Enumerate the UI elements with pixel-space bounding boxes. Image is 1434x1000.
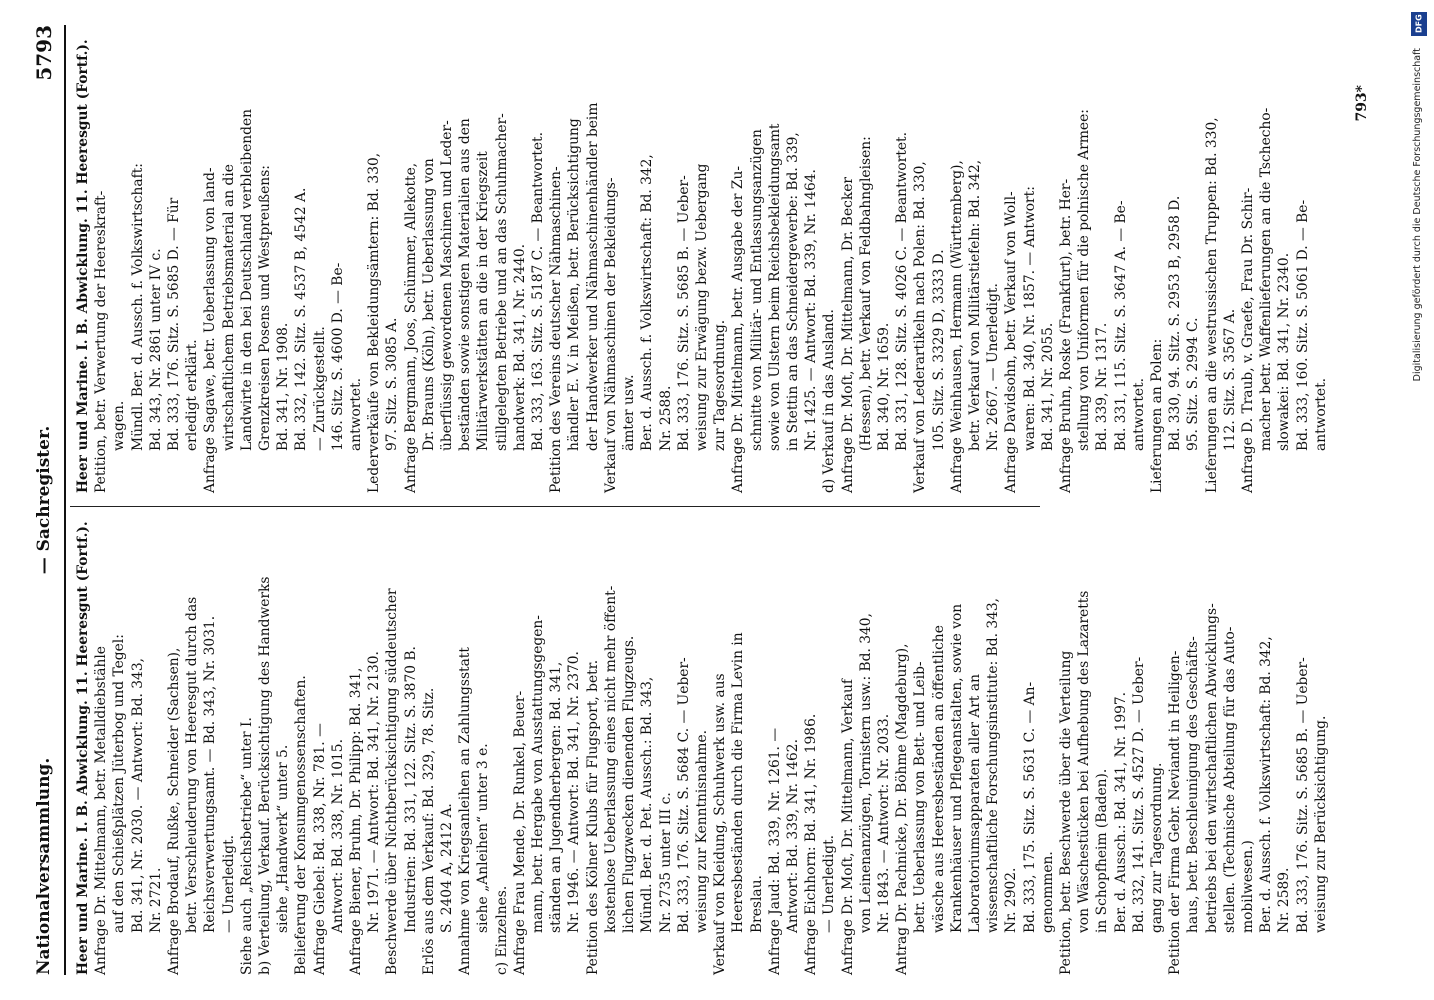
- register-line: antwortet.: [1130, 377, 1147, 451]
- register-line: Anfrage Davidsohn, betr. Verkauf von Woll-: [1003, 191, 1020, 493]
- register-line: (Hessen), betr. Verkauf von Feldbahngleisen:: [857, 136, 874, 451]
- register-line: Anfrage Jaud: Bd. 339, Nr. 1261. —: [766, 727, 783, 975]
- register-line: Reichsverwertungsamt. — Bd. 343, Nr. 3031.: [202, 615, 219, 933]
- register-line: Heeresbeständen durch die Firma Levin in: [730, 632, 747, 933]
- register-line: mann, betr. Hergabe von Ausstattungsgegen-: [530, 615, 547, 933]
- register-line: schnitte von Militär- und Entlassungsanzügen: [748, 129, 765, 451]
- register-line: Nr. 2589.: [1276, 867, 1293, 933]
- register-line: weisung zur Kenntnisnahme.: [693, 729, 710, 933]
- register-line: genommen.: [1039, 851, 1056, 933]
- register-line: Verkauf von Nähmaschinen der Bekleidungs-: [602, 177, 619, 493]
- left-column-lines: [92, 520, 1330, 975]
- register-line: weisung zur Erwägung bezw. Uebergang: [693, 163, 710, 451]
- register-line: Industrien: Bd. 331, 122. Sitz. S. 3870 B.: [402, 646, 419, 933]
- register-line: Bd. 333, 176. Sitz. S. 5684 C. — Ueber-: [675, 657, 692, 933]
- register-line: zur Tagesordnung.: [712, 319, 729, 451]
- register-line: Nr. 2902.: [1003, 867, 1020, 933]
- register-line: Bd. 330, 94. Sitz. S. 2953 B, 2958 D.: [1167, 195, 1184, 451]
- register-line: Anfrage Biener, Bruhn, Dr. Philipp: Bd. 341,: [348, 667, 365, 975]
- register-line: mobilwesen.): [1240, 840, 1256, 933]
- register-line: haus, betr. Beschleunigung des Geschäfts-: [1185, 636, 1202, 933]
- register-line: betr. Verschleuderung von Heeresgut durch das: [184, 596, 201, 933]
- right-column: [74, 25, 1340, 493]
- right-heading-rest: I. B. Abwicklung. 11. Heeresgut (Fortf.).: [75, 39, 91, 351]
- register-line: Belieferung der Konsumgenossenschaften.: [293, 675, 310, 975]
- register-line: beständen sowie sonstigen Materialien aus den: [457, 118, 474, 451]
- register-line: siehe „Anleihen“ unter 3 e.: [475, 743, 492, 933]
- register-line: Nr. 2588.: [657, 385, 674, 451]
- register-line: Bd. 333, 163. Sitz. S. 5187 C. — Beantwortet.: [530, 132, 547, 451]
- register-line: weisung zur Berücksichtigung.: [1312, 715, 1329, 933]
- register-line: wagen.: [111, 400, 128, 451]
- register-line: Ber. d. Aussch. f. Volkswirtschaft: Bd. 342,: [639, 154, 656, 451]
- register-line: Lederverkäufe von Bekleidungsämtern: Bd. 330,: [366, 152, 383, 493]
- register-line: sowie von Ulstern beim Reichsbekleidungsamt: [766, 123, 783, 451]
- right-column-heading: [74, 25, 92, 493]
- register-line: Anfrage Dr. Moſt, Dr. Mittelmann, Verkauf: [839, 679, 856, 975]
- register-line: Mündl. Ber. d. Pet. Aussch.: Bd. 343,: [639, 676, 656, 933]
- register-line: waren: Bd. 340, Nr. 1857. — Antwort:: [1021, 186, 1038, 451]
- column-divider: [70, 506, 1040, 507]
- register-line: Grenzkreisen Posens und Westpreußens:: [257, 165, 274, 451]
- register-line: stellung von Uniformen für die polnische Armee:: [1076, 109, 1093, 451]
- register-line: Bd. 341, Nr. 2030. — Antwort: Bd. 343,: [129, 658, 146, 933]
- dfg-logo-icon: DFG: [1411, 12, 1427, 36]
- register-line: b) Verteilung, Verkauf. Berücksichtigung des Handwerks: [257, 576, 274, 975]
- register-line: wissenschaftliche Forschungsinstitute: Bd. 343,: [985, 597, 1002, 933]
- left-heading-bold: Heer und Marine.: [75, 837, 91, 975]
- register-line: Nr. 2735 unter III c.: [657, 792, 674, 933]
- register-line: d) Verkauf in das Ausland.: [821, 309, 838, 493]
- register-line: Lieferungen an die westrussischen Truppen: Bd. 330,: [1203, 117, 1220, 493]
- register-line: Bd. 332, 141. Sitz. S. 4527 D. — Ueber-: [1130, 656, 1147, 933]
- register-line: Bd. 341, Nr. 2055.: [1039, 322, 1056, 451]
- register-line: in Stettin an das Schneidergewerbe: Bd. 339,: [784, 132, 801, 451]
- register-line: Bd. 332, 142. Sitz. S. 4537 B, 4542 A.: [293, 187, 310, 451]
- register-line: 97. Sitz. S. 3085 A.: [384, 317, 401, 451]
- register-line: Anfrage Dr. Mittelmann, betr. Ausgabe der Zu-: [730, 165, 747, 493]
- register-line: slowakei: Bd. 341, Nr. 2340.: [1276, 252, 1293, 451]
- register-line: Verkauf von Kleidung, Schuhwerk usw. aus: [712, 673, 729, 975]
- register-line: Breslau.: [748, 875, 765, 933]
- register-line: Nr. 1971. — Antwort: Bd. 341, Nr. 2130.: [366, 651, 383, 933]
- register-line: Petition des Kölner Klubs für Flugsport, betr.: [584, 659, 601, 975]
- register-line: Nr. 1946. — Antwort: Bd. 341, Nr. 2370.: [566, 651, 583, 933]
- register-line: betr. Verkauf von Militärstiefeln: Bd. 342,: [966, 159, 983, 451]
- register-line: der Handwerker und Nähmaschinenhändler beim: [584, 102, 601, 451]
- register-line: Antwort: Bd. 339, Nr. 1462.: [784, 739, 801, 933]
- register-line: Laboratoriumsapparaten aller Art an: [966, 674, 983, 933]
- register-line: 105. Sitz. S. 3329 D, 3333 D.: [930, 249, 947, 451]
- register-line: Anfrage Frau Mende, Dr. Runkel, Beuer-: [511, 690, 528, 975]
- register-line: handwerk: Bd. 341, Nr. 2440.: [511, 243, 528, 451]
- register-line: Bd. 333, 176. Sitz. S. 5685 B. — Ueber-: [1294, 657, 1311, 933]
- register-line: auf den Schießplätzen Jüterbog und Tegel:: [111, 634, 128, 933]
- register-line: Nr. 2667. — Unerledigt.: [985, 283, 1002, 451]
- register-line: Bd. 333, 176. Sitz. S. 5685 B. — Ueber-: [675, 175, 692, 451]
- digitization-credit: Digitalisierung gefördert durch die Deutsche Forschungsgemeinschaft: [1412, 48, 1423, 382]
- register-line: Militärwerkstätten an die in der Kriegszeit: [475, 151, 492, 451]
- register-line: Lieferungen an Polen:: [1148, 338, 1165, 493]
- register-line: betr. Ueberlassung von Bett- und Leib-: [912, 661, 929, 933]
- register-line: — Unerledigt.: [821, 834, 838, 933]
- register-line: Bd. 341, Nr. 1908.: [275, 322, 292, 451]
- register-line: 146. Sitz. S. 4600 D. — Be-: [329, 262, 346, 451]
- register-line: Anfrage D. Traub, v. Graefe, Frau Dr. Schir-: [1240, 187, 1256, 493]
- register-line: Anfrage Weinhausen, Hermann (Württemberg),: [948, 160, 965, 493]
- register-line: kostenlose Ueberlassung eines nicht mehr öffent-: [602, 585, 619, 933]
- register-line: Bd. 331, 115. Sitz. S. 3647 A. — Be-: [1112, 200, 1129, 451]
- register-line: Nr. 2721.: [147, 867, 164, 933]
- register-line: Erlös aus dem Verkauf: Bd. 329, 78. Sitz.: [420, 687, 437, 975]
- register-line: Anfrage Eichhorn: Bd. 341, Nr. 1986.: [803, 713, 820, 975]
- register-line: Bd. 333, 176. Sitz. S. 5685 D. — Für: [166, 197, 183, 451]
- page-footnote: 793*: [1354, 85, 1370, 122]
- register-line: Antrag Dr. Pachnicke, Dr. Böhme (Magdeburg),: [894, 643, 911, 975]
- register-line: S. 2404 A, 2412 A.: [439, 803, 456, 933]
- header-left: Nationalversammlung.: [34, 757, 54, 975]
- register-line: Anfrage Sagawe, betr. Ueberlassung von land-: [202, 167, 219, 493]
- register-line: erledigt erklärt.: [184, 339, 201, 451]
- register-line: Anfrage Dr. Mittelmann, betr. Metalldiebstähle: [93, 646, 110, 975]
- register-line: in Schopfheim (Baden).: [1094, 768, 1111, 933]
- right-heading-bold: Heer und Marine.: [75, 355, 91, 493]
- register-line: Nr. 1843. — Antwort: Nr. 2033.: [875, 713, 892, 933]
- digitization-sidebar: [1408, 8, 1432, 993]
- register-line: stellen. (Technische Abteilung für das Auto-: [1221, 626, 1238, 933]
- register-line: betriebs bei den wirtschaftlichen Abwicklungs-: [1203, 603, 1220, 933]
- rotated-page: [30, 25, 1370, 975]
- register-line: Bd. 340, Nr. 1659.: [875, 322, 892, 451]
- register-line: Beschwerde über Nichtberücksichtigung süddeutscher: [384, 588, 401, 975]
- register-line: wäsche aus Heeresbeständen an öffentliche: [930, 625, 947, 933]
- register-line: Anfrage Bergmann, Joos, Schümmer, Allekotte,: [402, 162, 419, 493]
- register-line: Ber. d. Aussch.: Bd. 341, Nr. 1997.: [1112, 691, 1129, 933]
- page-number: 5793: [32, 25, 56, 81]
- right-column-lines: [92, 25, 1330, 493]
- register-line: wirtschaftlichem Betriebsmaterial an die: [220, 164, 237, 451]
- register-line: Bd. 339, Nr. 1317.: [1094, 322, 1111, 451]
- register-line: antwortet.: [348, 377, 365, 451]
- register-line: 95. Sitz. S. 2994 C.: [1185, 317, 1202, 451]
- register-line: macher betr. Waffenlieferungen an die Tschecho-: [1258, 107, 1275, 451]
- register-line: Krankenhäuser und Pflegeanstalten, sowie von: [948, 603, 965, 933]
- register-line: Bd. 333, 175. Sitz. S. 5631 C. — An-: [1021, 681, 1038, 933]
- register-line: Anfrage Brodauf, Rußke, Schneider (Sachsen),: [166, 647, 183, 975]
- register-line: Bd. 331, 128. Sitz. S. 4026 C. — Beantwortet.: [894, 132, 911, 451]
- running-header: [30, 25, 66, 975]
- register-line: Antwort: Bd. 338, Nr. 1015.: [329, 739, 346, 933]
- register-line: Anfrage Bruhn, Roske (Frankfurt), betr. Her-: [1057, 178, 1074, 493]
- header-center: — Sachregister.: [34, 425, 54, 575]
- register-line: Bd. 343, Nr. 2861 unter IV c.: [147, 248, 164, 451]
- register-line: Nr. 1425. — Antwort: Bd. 339, Nr. 1464.: [803, 169, 820, 451]
- register-line: Siehe auch „Reichsbetriebe“ unter I.: [238, 717, 255, 975]
- register-line: von Leinenanzügen, Tornistern usw.: Bd. 340,: [857, 613, 874, 933]
- register-line: Landwirte in den bei Deutschland verbleibenden: [238, 109, 255, 451]
- register-line: Dr. Brauns (Köln), betr. Ueberlassung von: [420, 158, 437, 451]
- register-line: c) Einzelnes.: [493, 885, 510, 975]
- register-line: überflüssig gewordenen Maschinen und Leder-: [439, 120, 456, 451]
- register-line: Petition der Firma Gebr. Neviandt in Heiligen-: [1167, 650, 1184, 975]
- register-line: — Zurückgestellt.: [311, 326, 328, 451]
- register-line: händler E. V. in Meißen, betr. Berücksichtigung: [566, 118, 583, 451]
- register-line: Petition des Vereins deutscher Nähmaschinen-: [548, 166, 565, 493]
- register-line: ständen an Jugendherbergen: Bd. 341,: [548, 661, 565, 933]
- register-line: Ber. d. Aussch. f. Volkswirtschaft: Bd. 342,: [1258, 636, 1275, 933]
- left-column-heading: [74, 520, 92, 975]
- register-line: von Wäschestücken bei Aufhebung des Lazaretts: [1076, 590, 1093, 933]
- register-line: 112. Sitz. S. 3567 A.: [1221, 308, 1238, 451]
- register-line: Petition, betr. Beschwerde über die Verteilung: [1057, 650, 1074, 975]
- register-line: Petition, betr. Verwertung der Heereskraft-: [93, 190, 110, 493]
- register-line: Mündl. Ber. d. Aussch. f. Volkswirtschaft:: [129, 163, 146, 451]
- register-line: gang zur Tagesordnung.: [1148, 762, 1165, 933]
- register-line: — Unerledigt.: [220, 834, 237, 933]
- register-line: Bd. 333, 160. Sitz. S. 5061 D. — Be-: [1294, 199, 1311, 451]
- register-line: antwortet.: [1312, 377, 1329, 451]
- register-line: Anfrage Giebel: Bd. 338, Nr. 781. —: [311, 723, 328, 975]
- register-line: siehe „Handwerk“ unter 5.: [275, 744, 292, 933]
- register-line: Verkauf von Lederartikeln nach Polen: Bd. 330,: [912, 161, 929, 493]
- register-line: ämter usw.: [621, 374, 638, 451]
- register-line: Annahme von Kriegsanleihen an Zahlungsstatt: [457, 647, 474, 975]
- left-heading-rest: I. B. Abwicklung. 11. Heeresgut (Fortf.).: [75, 521, 91, 833]
- register-line: Anfrage Dr. Moſt, Dr. Mittelmann, Dr. Becker: [839, 177, 856, 493]
- register-line: stillgelegten Betriebe und an das Schuhmacher-: [493, 113, 510, 451]
- left-column: [74, 520, 1340, 975]
- register-line: lichen Flugzwecken dienenden Flugzeugs.: [621, 635, 638, 933]
